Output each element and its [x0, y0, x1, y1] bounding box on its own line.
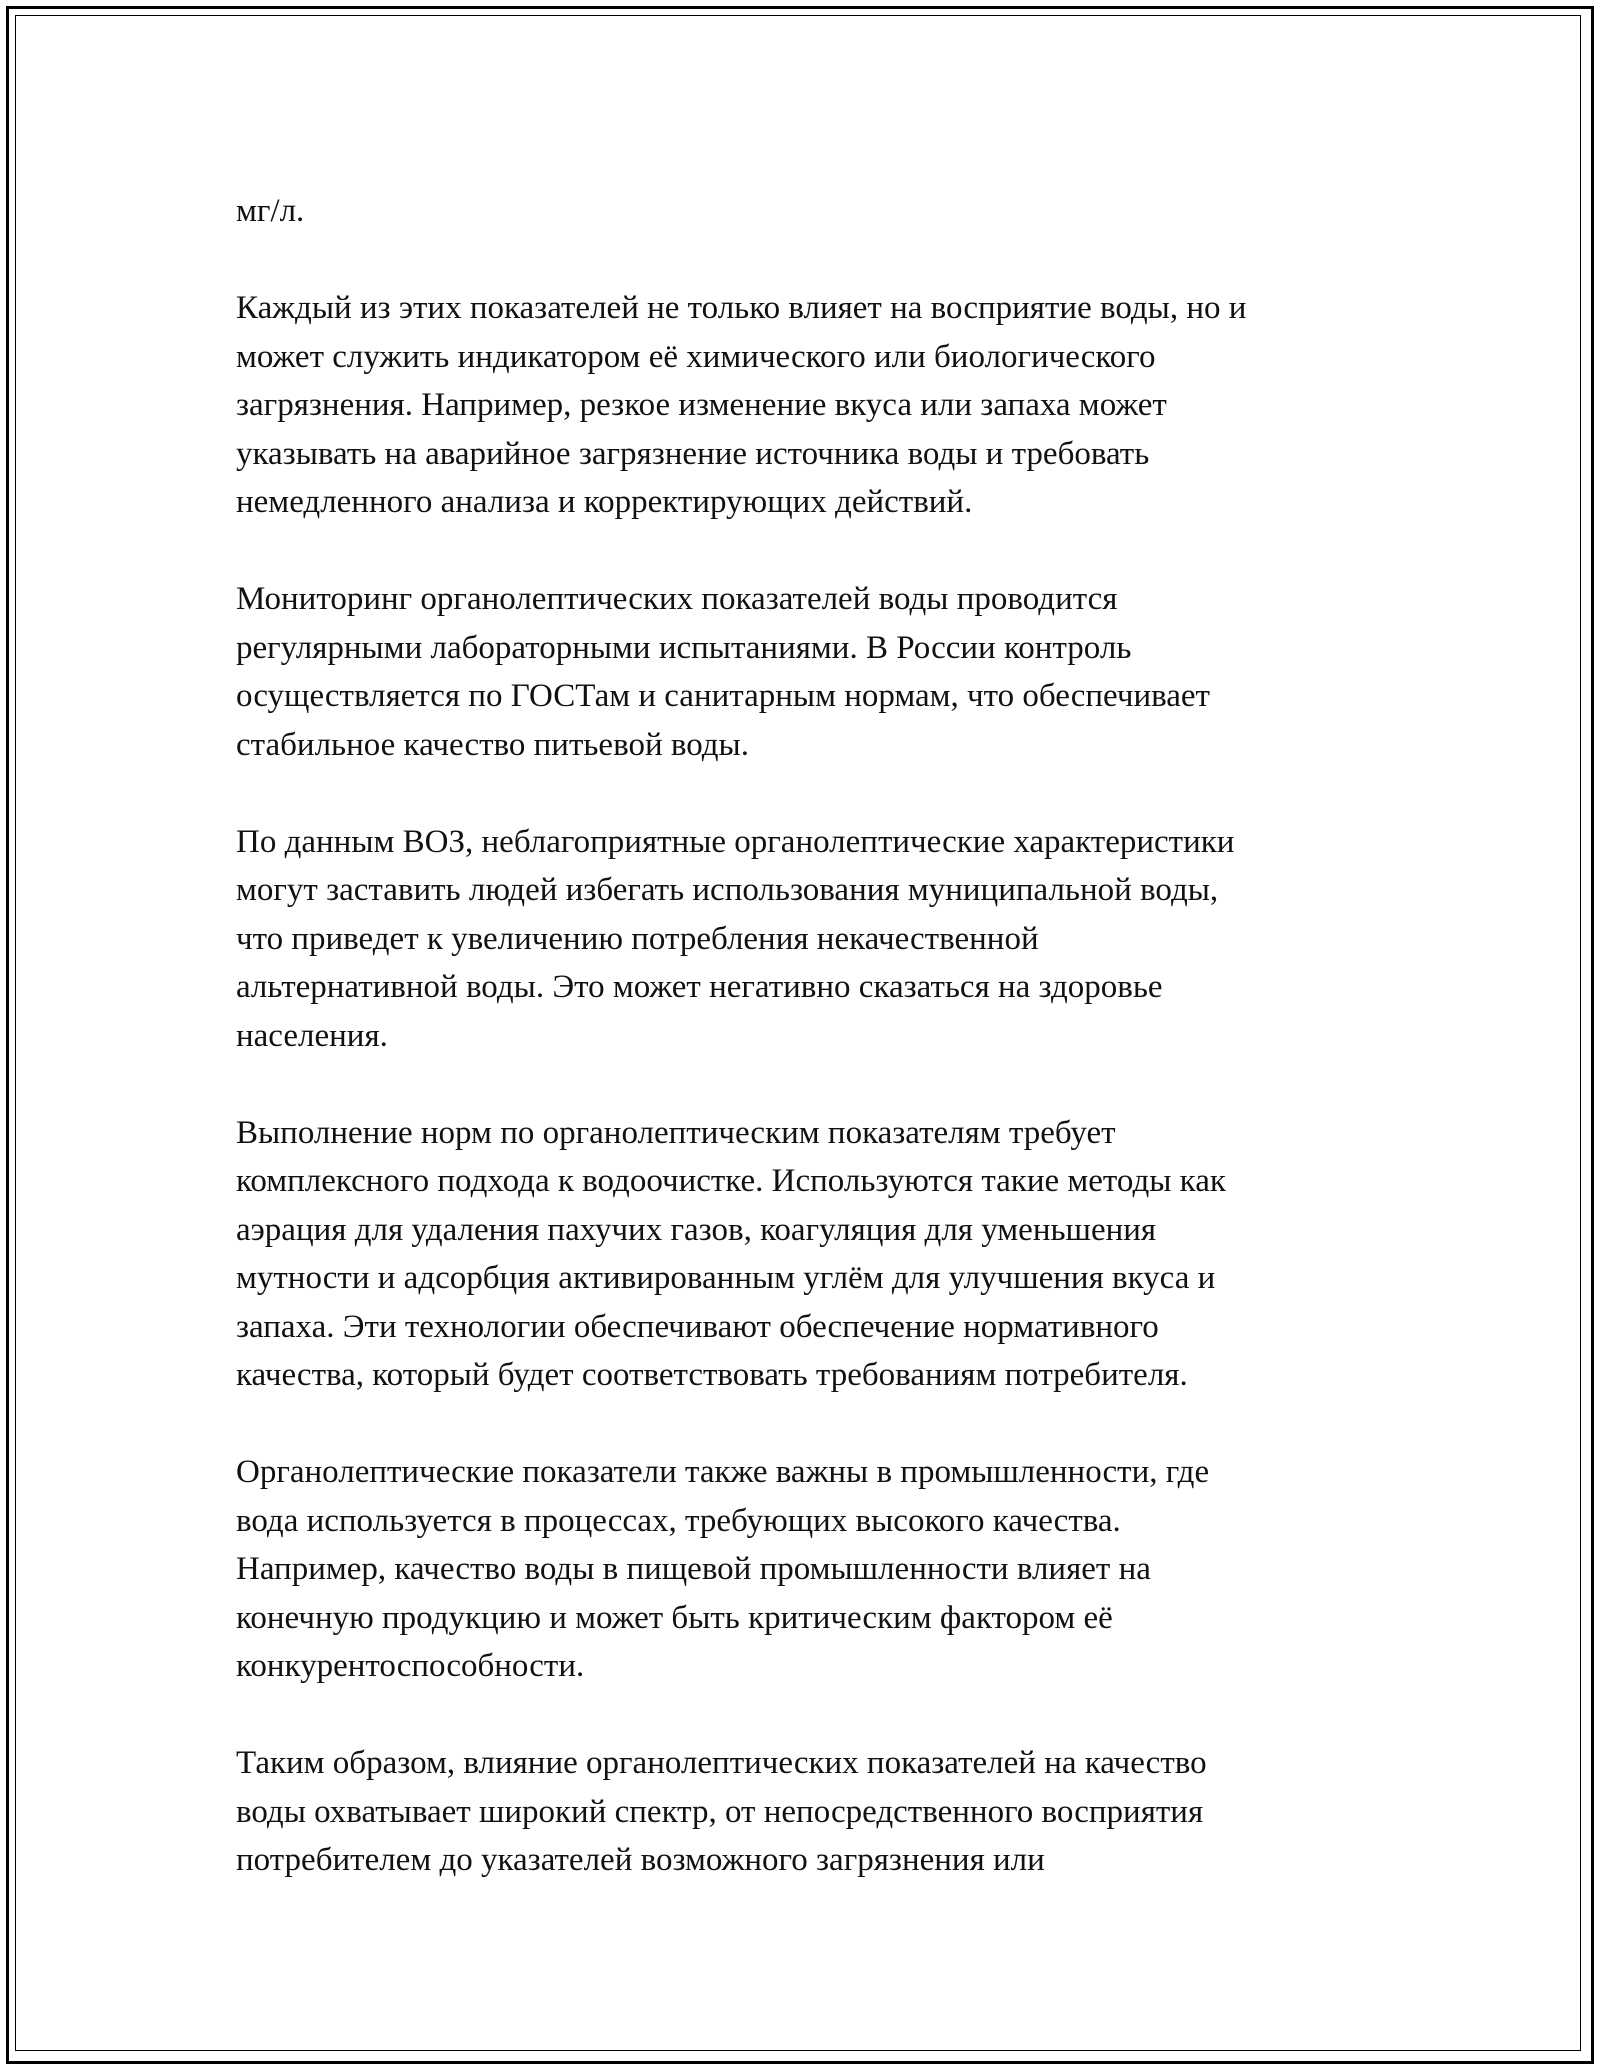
text-line: могут заставить людей избегать использования муниципальной воды,: [236, 872, 1219, 908]
text-line: качества, который будет соответствовать требованиям потребителя.: [236, 1357, 1188, 1393]
text-line: Каждый из этих показателей не только влияет на восприятие воды, но и: [236, 290, 1247, 326]
text-line: Таким образом, влияние органолептических показателей на качество: [236, 1745, 1207, 1781]
text-line: регулярными лабораторными испытаниями. В России контроль: [236, 629, 1132, 666]
text-line: мг/л.: [236, 193, 305, 229]
text-line: мутности и адсорбция активированным углём для улучшения вкуса и: [236, 1260, 1216, 1296]
text-line: осуществляется по ГОСТам и санитарным нормам, что обеспечивает: [236, 678, 1210, 714]
text-line: конечную продукцию и может быть критическим фактором её: [236, 1599, 1113, 1636]
text-line: Например, качество воды в пищевой промышленности влияет на: [236, 1551, 1151, 1587]
text-line: стабильное качество питьевой воды.: [236, 726, 749, 763]
paragraph-2: [236, 284, 1426, 527]
paragraph-4: [236, 818, 1426, 1061]
text-line: потребителем до указателей возможного загрязнения или: [236, 1842, 1045, 1878]
text-line: указывать на аварийное загрязнение источника воды и требовать: [236, 435, 1150, 472]
text-line: запаха. Эти технологии обеспечивают обеспечение нормативного: [236, 1308, 1159, 1345]
text-line: аэрация для удаления пахучих газов, коагуляция для уменьшения: [236, 1211, 1157, 1248]
paragraph-1: [236, 187, 1426, 236]
text-line: Выполнение норм по органолептическим показателям требует: [236, 1114, 1116, 1151]
text-line: немедленного анализа и корректирующих действий.: [236, 484, 973, 520]
text-line: может служить индикатором её химического или биологического: [236, 338, 1156, 375]
text-line: конкурентоспособности.: [236, 1648, 585, 1684]
paragraph-7: [236, 1739, 1426, 1885]
text-line: что приведет к увеличению потребления некачественной: [236, 920, 1039, 957]
text-line: Органолептические показатели также важны в промышленности, где: [236, 1454, 1210, 1490]
paragraph-6: [236, 1448, 1426, 1691]
text-line: воды охватывает широкий спектр, от непосредственного восприятия: [236, 1793, 1204, 1830]
paragraph-5: [236, 1109, 1426, 1400]
text-line: загрязнения. Например, резкое изменение вкуса или запаха может: [236, 387, 1167, 423]
text-line: вода используется в процессах, требующих высокого качества.: [236, 1502, 1121, 1539]
document-body: [236, 187, 1426, 1885]
text-line: Мониторинг органолептических показателей воды проводится: [236, 581, 1118, 617]
text-line: населения.: [236, 1017, 388, 1054]
text-line: комплексного подхода к водоочистке. Используются такие методы как: [236, 1163, 1226, 1199]
paragraph-3: [236, 575, 1426, 769]
text-line: альтернативной воды. Это может негативно сказаться на здоровье: [236, 969, 1163, 1005]
text-line: По данным ВОЗ, неблагоприятные органолептические характеристики: [236, 823, 1235, 860]
